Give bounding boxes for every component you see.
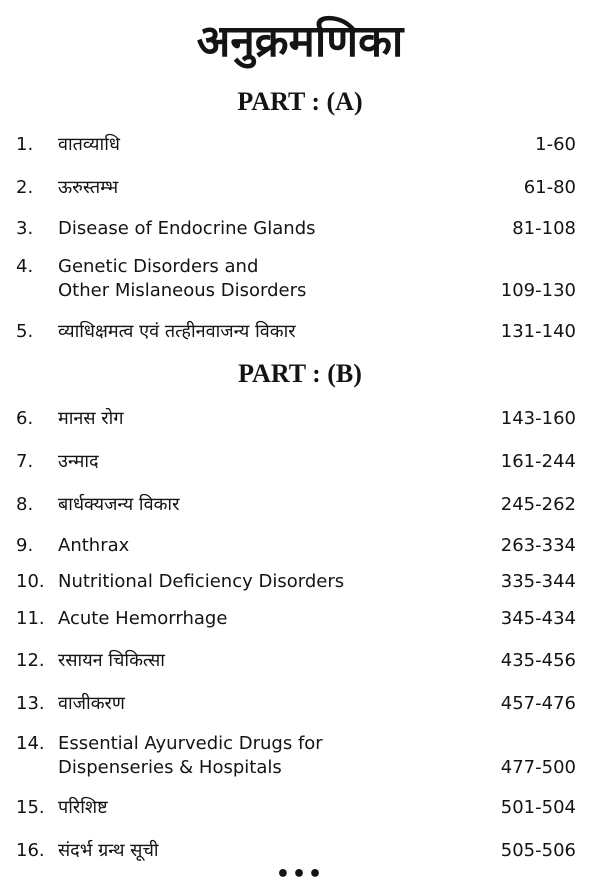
entry-title: Disease of Endocrine Glands — [58, 218, 316, 239]
entry-number: 16. — [16, 840, 45, 861]
toc-entry — [0, 217, 600, 241]
entry-page-range: 505-506 — [500, 840, 576, 861]
entry-number: 14. — [16, 733, 45, 754]
entry-page-range: 435-456 — [500, 650, 576, 671]
entry-page-range: 161-244 — [500, 451, 576, 472]
entry-number: 2. — [16, 177, 34, 198]
toc-entry — [0, 133, 600, 157]
entry-number: 11. — [16, 608, 45, 629]
entry-title-line1: Genetic Disorders and — [58, 256, 259, 277]
toc-entry — [0, 534, 600, 558]
entry-page-range: 143-160 — [500, 408, 576, 429]
entry-page-range: 81-108 — [512, 218, 576, 239]
entry-title: Acute Hemorrhage — [58, 608, 228, 629]
part-b-heading: PART : (B) — [238, 359, 362, 388]
entry-title: वातव्याधि — [58, 134, 120, 155]
toc-entry — [0, 839, 600, 863]
entry-number: 7. — [16, 451, 34, 472]
entry-number: 15. — [16, 797, 45, 818]
entry-page-range: 263-334 — [500, 535, 576, 556]
entry-page-range: 477-500 — [500, 757, 576, 778]
entry-page-range: 1-60 — [535, 134, 576, 155]
toc-entry — [0, 796, 600, 820]
toc-entry — [0, 649, 600, 673]
entry-page-range: 131-140 — [500, 321, 576, 342]
entry-number: 10. — [16, 571, 45, 592]
entry-title: बार्धक्यजन्य विकार — [58, 494, 180, 515]
entry-page-range: 501-504 — [500, 797, 576, 818]
entry-page-range: 109-130 — [500, 280, 576, 301]
toc-entry — [0, 493, 600, 517]
entry-title-line1: Essential Ayurvedic Drugs for — [58, 733, 323, 754]
toc-entry — [0, 692, 600, 716]
toc-entry — [0, 732, 600, 780]
entry-title: वाजीकरण — [58, 693, 125, 714]
entry-page-range: 335-344 — [500, 571, 576, 592]
toc-entry — [0, 407, 600, 431]
entry-title: मानस रोग — [58, 408, 124, 429]
entry-number: 4. — [16, 256, 34, 277]
entry-number: 3. — [16, 218, 34, 239]
entry-title: संदर्भ ग्रन्थ सूची — [58, 840, 159, 861]
entry-title: Anthrax — [58, 535, 130, 556]
entry-number: 9. — [16, 535, 34, 556]
entry-page-range: 345-434 — [500, 608, 576, 629]
end-ornament: ••• — [275, 862, 325, 887]
part-a-heading: PART : (A) — [237, 87, 363, 116]
entry-page-range: 245-262 — [500, 494, 576, 515]
entry-title: उन्माद — [58, 451, 99, 472]
entry-page-range: 457-476 — [500, 693, 576, 714]
toc-entry — [0, 570, 600, 594]
entry-title: व्याधिक्षमत्व एवं तत्हीनवाजन्य विकार — [58, 321, 296, 342]
entry-number: 5. — [16, 321, 34, 342]
page-title: अनुक्रमणिका — [196, 16, 404, 67]
entry-number: 12. — [16, 650, 45, 671]
toc-entry — [0, 255, 600, 303]
entry-number: 1. — [16, 134, 34, 155]
entry-title: रसायन चिकित्सा — [58, 650, 165, 671]
toc-entry — [0, 320, 600, 344]
entry-number: 8. — [16, 494, 34, 515]
entry-title-line2: Other Mislaneous Disorders — [58, 280, 307, 301]
toc-entry — [0, 176, 600, 200]
toc-entry — [0, 607, 600, 631]
entry-title-line2: Dispenseries & Hospitals — [58, 757, 282, 778]
entry-page-range: 61-80 — [523, 177, 576, 198]
entry-title: ऊरुस्तम्भ — [58, 177, 119, 198]
entry-title: परिशिष्ट — [58, 797, 108, 818]
entry-number: 6. — [16, 408, 34, 429]
toc-entry — [0, 450, 600, 474]
entry-number: 13. — [16, 693, 45, 714]
entry-title: Nutritional Deficiency Disorders — [58, 571, 345, 592]
